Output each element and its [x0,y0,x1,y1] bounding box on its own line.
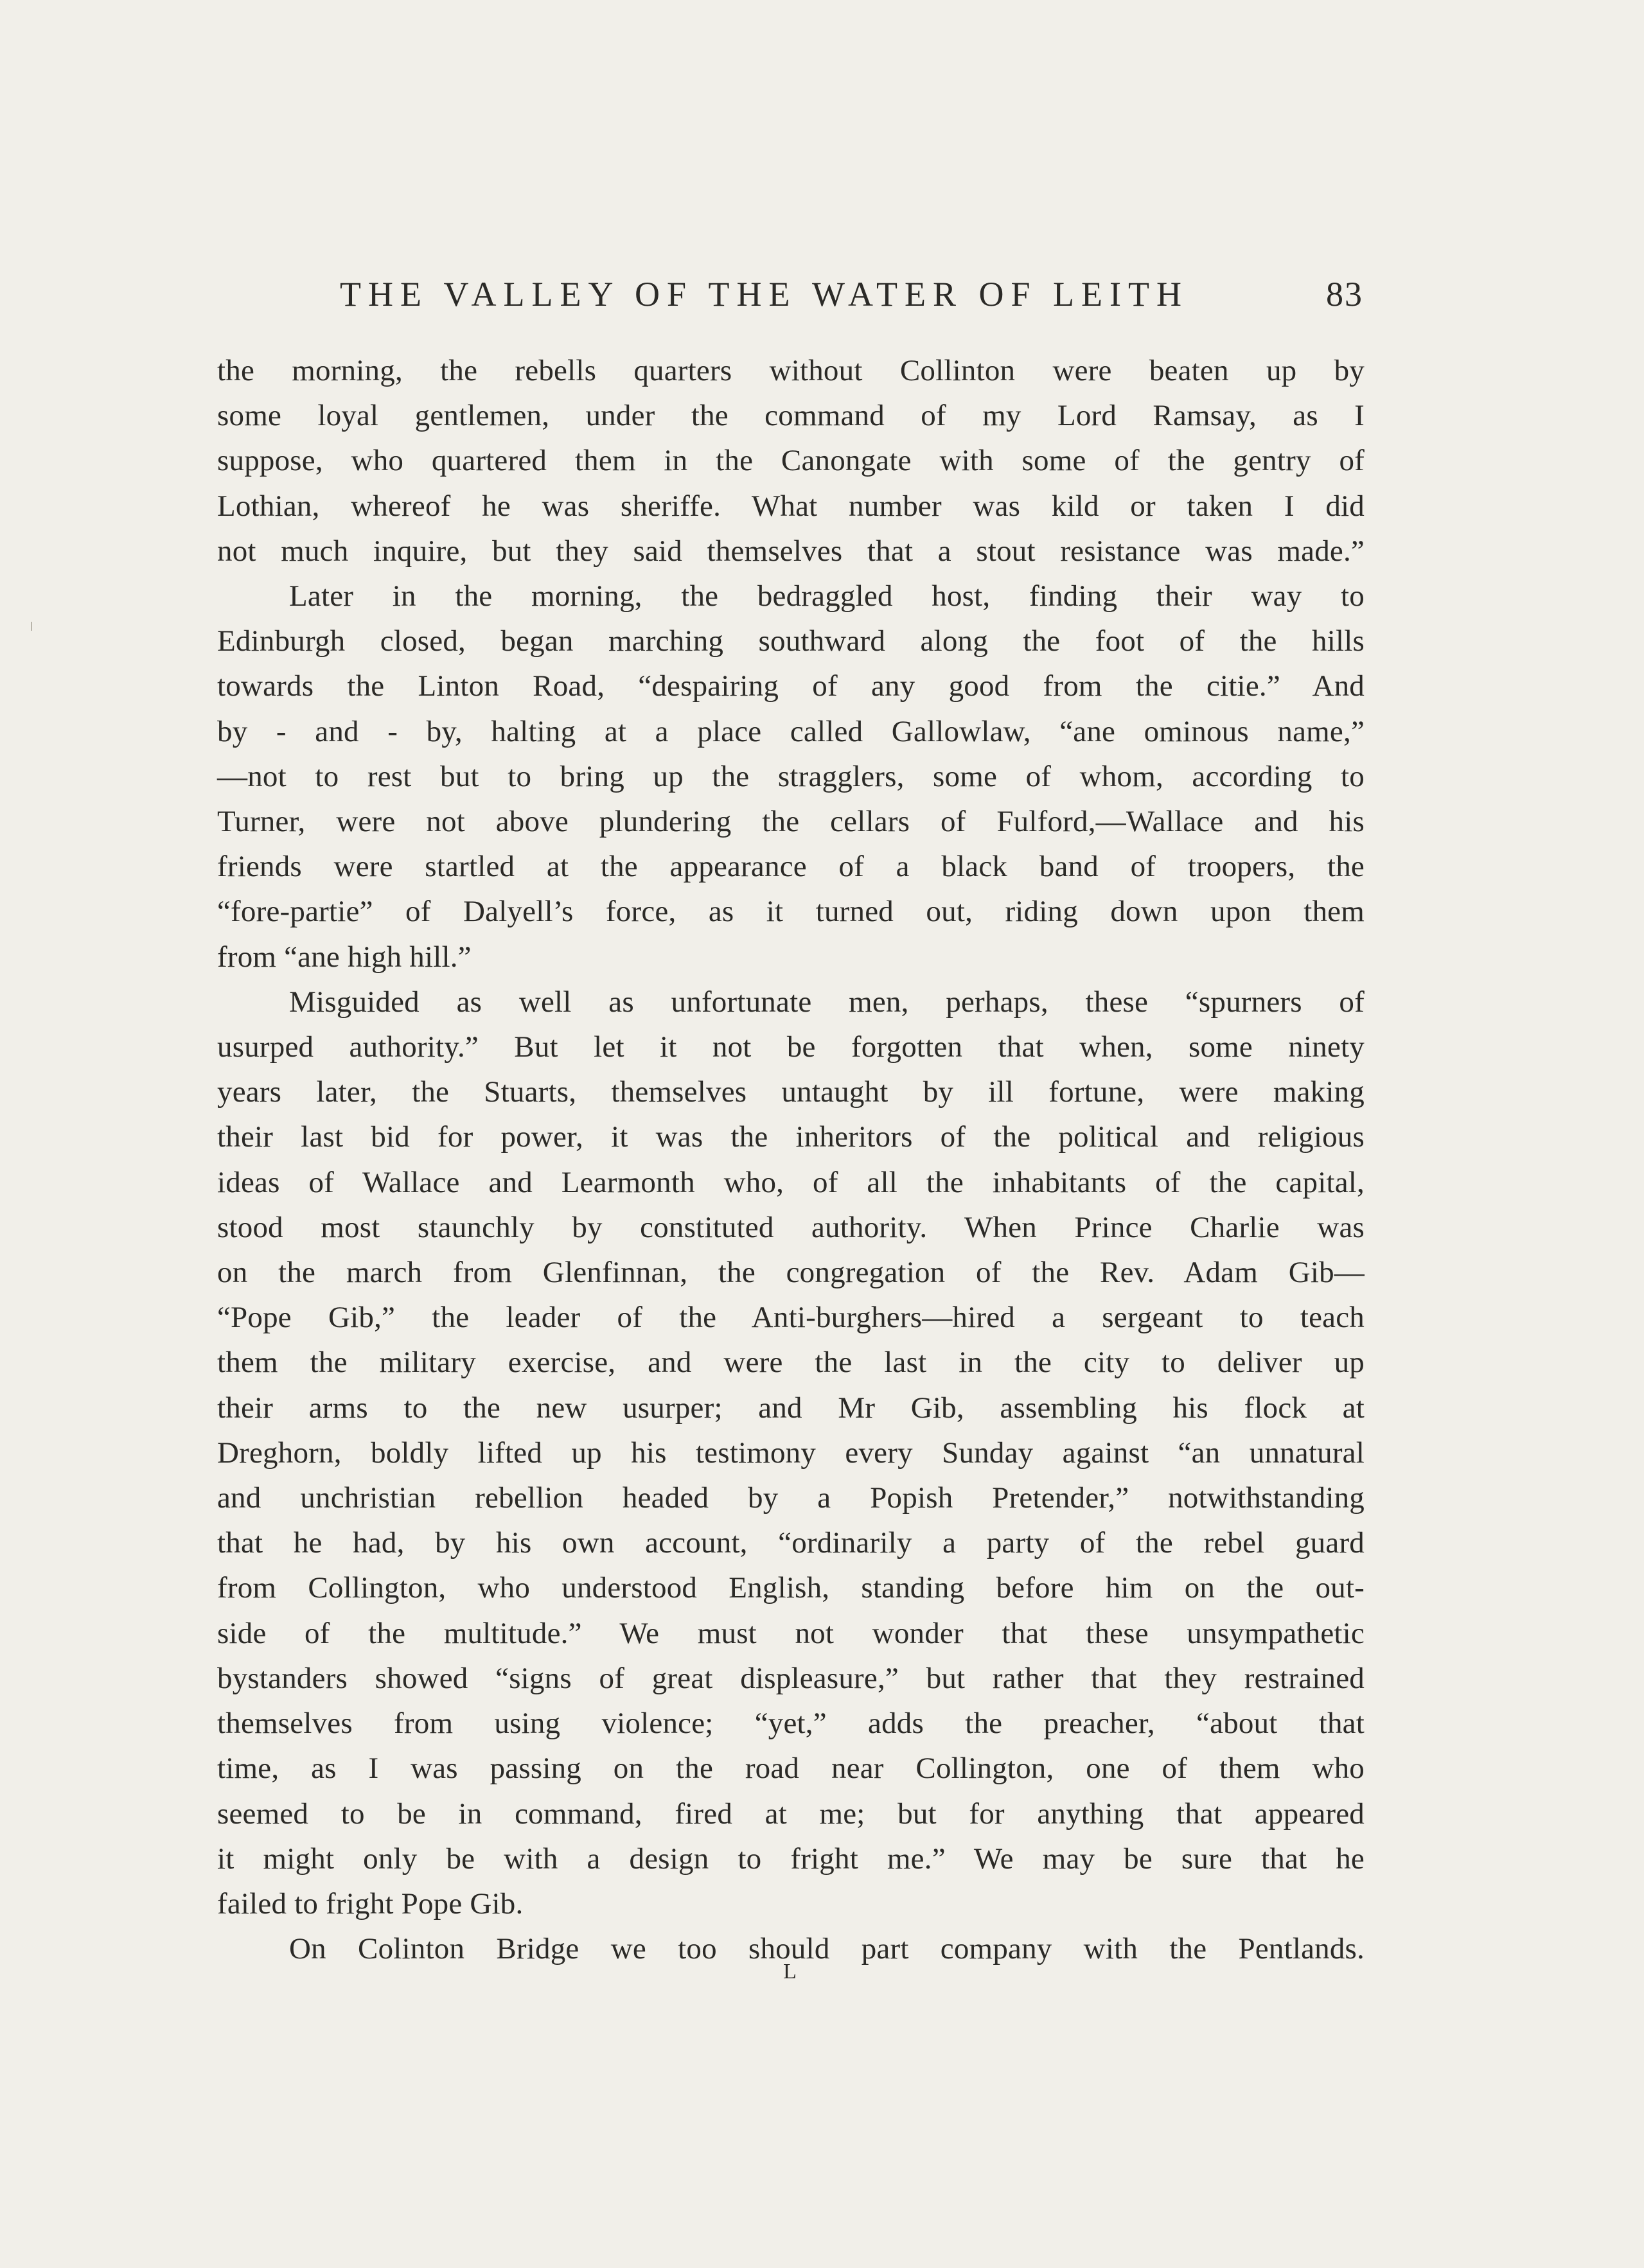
text-line: on the march from Glenfinnan, the congregation of the Rev. Adam Gib— [217,1256,1365,1290]
text-line: Turner, were not above plundering the cellars of Fulford,—Wallace and his [217,805,1365,839]
text-line: stood most staunchly by constituted authority. When Prince Charlie was [217,1210,1365,1244]
text-line: them the military exercise, and were the last in the city to deliver up [217,1346,1365,1380]
text-line: side of the multitude.” We must not wonder that these unsympathetic [217,1616,1365,1650]
text-line: towards the Linton Road, “despairing of any good from the citie.” And [217,669,1365,703]
text-line: from Collington, who understood English, standing before him on the out- [217,1571,1365,1605]
text-line: by - and - by, halting at a place called Gallowlaw, “ane ominous name,” [217,714,1365,748]
text-line: failed to fright Pope Gib. [217,1886,524,1921]
text-line: themselves from using violence; “yet,” adds the preacher, “about that [217,1707,1365,1741]
text-line: and unchristian rebellion headed by a Popish Pretender,” notwithstanding [217,1481,1365,1515]
text-line: it might only be with a design to fright me.” We may be sure that he [217,1842,1365,1876]
text-line: the morning, the rebells quarters without Collinton were beaten up by [217,354,1365,387]
text-line: their last bid for power, it was the inheritors of the political and religious [217,1120,1365,1154]
text-line: seemed to be in command, fired at me; but for anything that appeared [217,1797,1365,1831]
page-number: 83 [1326,275,1363,313]
text-line: time, as I was passing on the road near Collington, one of them who [217,1752,1365,1786]
text-line: Lothian, whereof he was sheriffe. What number was kild or taken I did [217,489,1365,523]
text-line: that he had, by his own account, “ordinarily a party of the rebel guard [217,1526,1365,1560]
text-line: friends were startled at the appearance of a black band of troopers, the [217,850,1365,884]
text-line: Later in the morning, the bedraggled host, finding their way to [289,579,1365,613]
text-line: from “ane high hill.” [217,940,472,974]
text-line: Dreghorn, boldly lifted up his testimony every Sunday against “an unnatural [217,1436,1365,1470]
text-line: —not to rest but to bring up the stragglers, some of whom, according to [217,759,1365,793]
text-line: usurped authority.” But let it not be forgotten that when, some ninety [217,1030,1365,1064]
body-text [217,348,1365,1971]
running-title: THE VALLEY OF THE WATER OF LEITH [340,275,1189,313]
text-line: “fore-partie” of Dalyell’s force, as it turned out, riding down upon them [217,895,1365,929]
margin-mark [31,622,32,631]
text-line: “Pope Gib,” the leader of the Anti-burghers—hired a sergeant to teach [217,1301,1365,1335]
text-line: years later, the Stuarts, themselves untaught by ill fortune, were making [217,1075,1365,1109]
text-line: suppose, who quartered them in the Canongate with some of the gentry of [217,444,1365,478]
text-line: Misguided as well as unfortunate men, perhaps, these “spurners of [289,985,1365,1019]
text-line: not much inquire, but they said themselves that a stout resistance was made.” [217,534,1365,568]
text-line: Edinburgh closed, began marching southward along the foot of the hills [217,624,1365,658]
text-line: On Colinton Bridge we too should part company with the Pentlands. [289,1932,1365,1966]
running-head [216,275,1363,313]
text-line: bystanders showed “signs of great displeasure,” but rather that they restrained [217,1661,1365,1695]
text-line: their arms to the new usurper; and Mr Gib, assembling his flock at [217,1391,1365,1425]
text-line: some loyal gentlemen, under the command of my Lord Ramsay, as I [217,399,1365,433]
signature-mark: L [783,1960,797,1983]
text-line: ideas of Wallace and Learmonth who, of all the inhabitants of the capital, [217,1165,1365,1199]
